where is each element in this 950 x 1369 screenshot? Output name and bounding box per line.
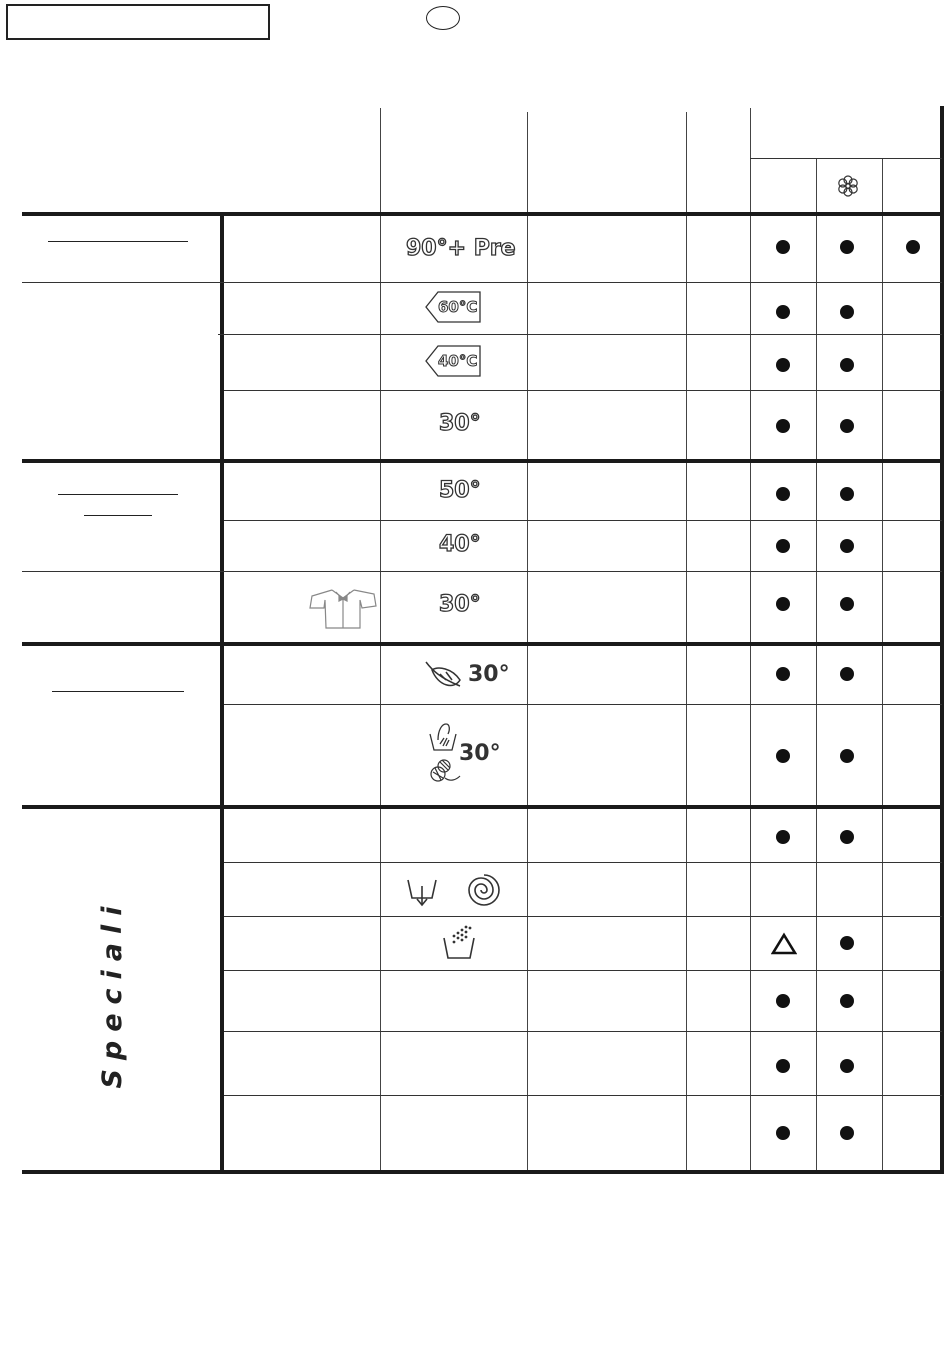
section-label-speciali: Speciali [97, 897, 128, 1089]
row-line [218, 334, 942, 335]
dot-marker [840, 1126, 854, 1140]
feather-icon [422, 660, 466, 692]
shirt-icon [308, 586, 378, 630]
table-right-border [940, 106, 944, 1174]
category-underline [58, 494, 178, 495]
dot-marker [840, 305, 854, 319]
row-line [224, 1031, 942, 1032]
dot-marker [840, 487, 854, 501]
row-line [224, 520, 942, 521]
col-divider-6 [882, 158, 883, 1172]
dot-marker [776, 487, 790, 501]
dot-marker [776, 419, 790, 433]
dot-marker [840, 936, 854, 950]
dot-marker [840, 358, 854, 372]
section-bar-top [22, 212, 944, 216]
section-bar-4 [22, 805, 944, 809]
dot-marker [906, 240, 920, 254]
dot-marker [776, 597, 790, 611]
dot-marker [840, 994, 854, 1008]
triangle-marker [771, 932, 797, 956]
col-divider-4 [750, 108, 751, 1172]
col-divider-1 [380, 108, 381, 1172]
spin-icon [466, 872, 502, 908]
dot-marker [840, 749, 854, 763]
flower-icon [836, 174, 860, 198]
temp-label: 30° [439, 411, 481, 436]
temp-label: 30° [439, 592, 481, 617]
header-subline [750, 158, 942, 159]
dot-marker [840, 1059, 854, 1073]
row-line [224, 970, 942, 971]
category-underline [48, 241, 188, 242]
row-line [22, 571, 942, 572]
dot-marker [776, 539, 790, 553]
temp-label: 90°+ Pre [406, 236, 516, 261]
section-bar-bottom [22, 1170, 944, 1174]
category-underline [84, 515, 152, 516]
dot-marker [776, 1059, 790, 1073]
dot-marker [840, 667, 854, 681]
row-line [224, 390, 942, 391]
dot-marker [840, 830, 854, 844]
col-divider-5 [816, 158, 817, 1172]
dot-marker [840, 240, 854, 254]
dot-marker [840, 597, 854, 611]
temp-label: 50° [439, 478, 481, 503]
section-bar-3 [22, 642, 944, 646]
row-line [224, 862, 942, 863]
dot-marker [776, 305, 790, 319]
temp-label: 40°C [438, 352, 478, 370]
drain-icon [406, 876, 438, 908]
rinse-icon [440, 924, 478, 962]
row-line [224, 1095, 942, 1096]
dot-marker [776, 1126, 790, 1140]
wool-icon [428, 756, 462, 784]
dot-marker [776, 749, 790, 763]
dot-marker [776, 830, 790, 844]
temp-label: 30° [468, 662, 510, 687]
temp-label: 60°C [438, 298, 478, 316]
dot-marker [776, 240, 790, 254]
row-line [224, 916, 942, 917]
row-line [224, 704, 942, 705]
dot-marker [776, 994, 790, 1008]
category-underline [52, 691, 184, 692]
dot-marker [776, 667, 790, 681]
dot-marker [776, 358, 790, 372]
temp-label: 30° [459, 741, 501, 766]
dot-marker [840, 419, 854, 433]
category-divider [220, 213, 224, 1173]
dot-marker [840, 539, 854, 553]
row-line [22, 282, 942, 283]
handwash-icon [428, 720, 458, 752]
section-bar-2 [22, 459, 944, 463]
temp-label: 40° [439, 532, 481, 557]
